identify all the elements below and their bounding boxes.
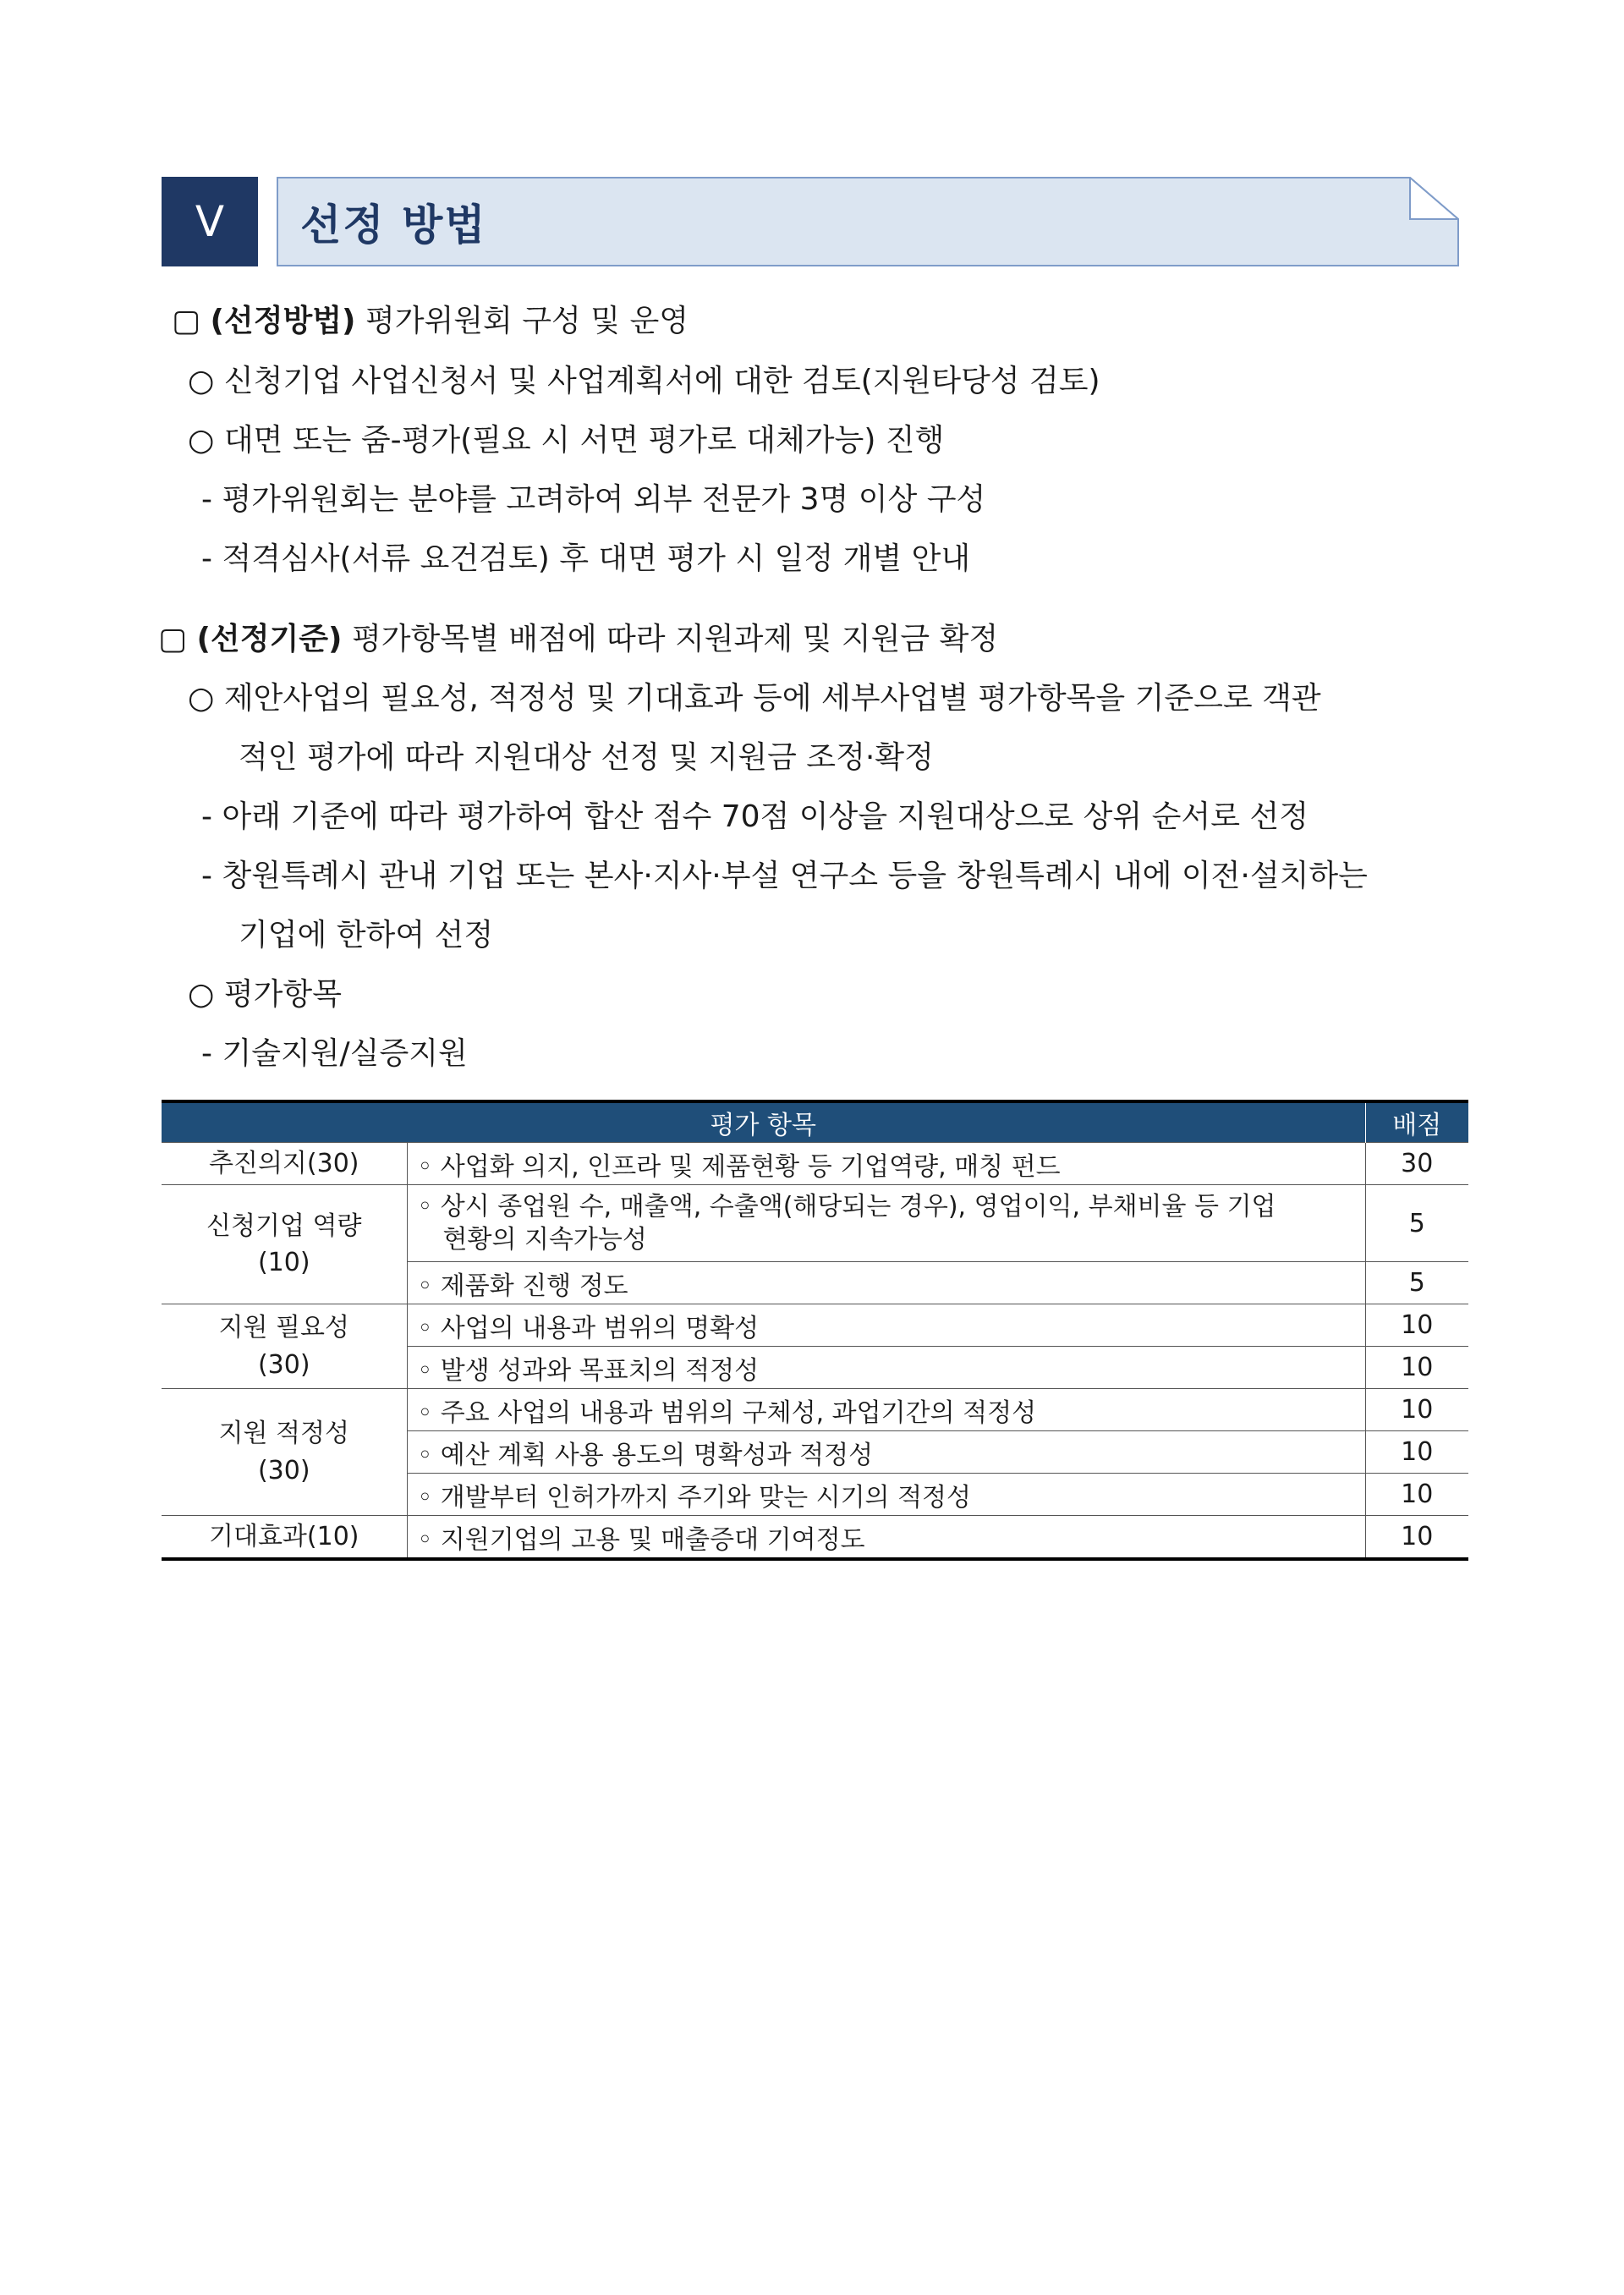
- dash-bullet: -: [201, 482, 212, 517]
- line-text: 평가항목: [223, 977, 342, 1012]
- section-number: Ⅴ: [162, 177, 258, 266]
- list-item: [201, 858, 1368, 894]
- line-text: 아래 기준에 따라 평가하여 합산 점수 70점 이상을 지원대상으로 상위 순서로 선정: [222, 799, 1309, 834]
- table-row: [162, 1185, 1468, 1262]
- score-cell: 10: [1365, 1474, 1468, 1516]
- header-item: 평가 항목: [162, 1101, 1365, 1143]
- list-item: [201, 799, 1309, 835]
- criteria-standard-line: [158, 621, 998, 657]
- item-text-line-continued: 현황의 지속가능성: [442, 1225, 647, 1255]
- item-cell: ◦ 예산 계획 사용 용도의 명확성과 적정성: [407, 1431, 1365, 1474]
- line-text: 적인 평가에 따라 지원대상 선정 및 지원금 조정·확정: [239, 740, 934, 775]
- category-cell: 기대효과(10): [162, 1516, 407, 1560]
- item-cell: ◦ 제품화 진행 정도: [407, 1262, 1365, 1304]
- category-cell: 지원 필요성 (30): [162, 1304, 407, 1389]
- item-text-line: ◦ 상시 종업원 수, 매출액, 수출액(해당되는 경우), 영업이익, 부채비율 등 기업: [417, 1192, 1276, 1222]
- line-text: 신청기업 사업신청서 및 사업계획서에 대한 검토(지원타당성 검토): [223, 364, 1100, 398]
- list-item: [201, 1035, 468, 1072]
- circle-bullet-icon: ○: [188, 364, 215, 398]
- score-cell: 5: [1365, 1262, 1468, 1304]
- evaluation-table: [162, 1100, 1468, 1561]
- list-item: [201, 541, 970, 577]
- list-item: [188, 422, 944, 458]
- item-cell: ◦ 발생 성과와 목표치의 적정성: [407, 1347, 1365, 1389]
- score-cell: 30: [1365, 1143, 1468, 1185]
- category-cell: 신청기업 역량 (10): [162, 1185, 407, 1304]
- dash-bullet: -: [201, 799, 212, 834]
- category-cell: 추진의지(30): [162, 1143, 407, 1185]
- item-cell: ◦ 주요 사업의 내용과 범위의 구체성, 과업기간의 적정성: [407, 1389, 1365, 1431]
- item-cell: ◦ 사업의 내용과 범위의 명확성: [407, 1304, 1365, 1347]
- line-heading: (선정기준): [196, 622, 343, 656]
- score-cell: 5: [1365, 1185, 1468, 1262]
- item-cell: ◦ 지원기업의 고용 및 매출증대 기여정도: [407, 1516, 1365, 1560]
- line-text: 기술지원/실증지원: [222, 1036, 468, 1071]
- line-heading: (선정방법): [210, 304, 356, 338]
- section-title: 선정 방법: [300, 200, 487, 250]
- line-text: 대면 또는 줌-평가(필요 시 서면 평가로 대체가능) 진행: [223, 423, 945, 458]
- list-item-continued: [239, 917, 493, 953]
- section-title-box: [277, 177, 1459, 266]
- item-cell: ◦ 사업화 의지, 인프라 및 제품현황 등 기업역량, 매칭 펀드: [407, 1143, 1365, 1185]
- list-item: [188, 680, 1321, 717]
- score-cell: 10: [1365, 1516, 1468, 1560]
- score-cell: 10: [1365, 1389, 1468, 1431]
- circle-bullet-icon: ○: [188, 681, 215, 716]
- table-row: [162, 1143, 1468, 1185]
- circle-bullet-icon: ○: [188, 423, 215, 458]
- line-text: 평가항목별 배점에 따라 지원과제 및 지원금 확정: [351, 622, 999, 656]
- category-cell: 지원 적정성 (30): [162, 1389, 407, 1516]
- table-row: [162, 1304, 1468, 1347]
- header-score: 배점: [1365, 1101, 1468, 1143]
- item-cell: ◦ 개발부터 인허가까지 주기와 맞는 시기의 적정성: [407, 1474, 1365, 1516]
- line-text: 제안사업의 필요성, 적정성 및 기대효과 등에 세부사업별 평가항목을 기준으로 객관: [223, 681, 1321, 716]
- line-text: 평가위원회는 분야를 고려하여 외부 전문가 3명 이상 구성: [222, 482, 986, 517]
- dash-bullet: -: [201, 859, 212, 893]
- criteria-method-line: [172, 303, 689, 339]
- dash-bullet: -: [201, 1036, 212, 1071]
- table-row: [162, 1516, 1468, 1560]
- dash-bullet: -: [201, 541, 212, 576]
- section-header: [162, 177, 1459, 266]
- list-item-continued: [239, 739, 934, 776]
- score-cell: 10: [1365, 1304, 1468, 1347]
- score-cell: 10: [1365, 1431, 1468, 1474]
- table-header-row: [162, 1101, 1468, 1143]
- score-cell: 10: [1365, 1347, 1468, 1389]
- checkbox-icon: ▢: [158, 622, 188, 656]
- table-row: [162, 1389, 1468, 1431]
- list-item: [201, 481, 985, 518]
- item-cell: [407, 1185, 1365, 1262]
- line-text: 평가위원회 구성 및 운영: [365, 304, 689, 338]
- list-item: [188, 363, 1100, 399]
- line-text: 적격심사(서류 요건검토) 후 대면 평가 시 일정 개별 안내: [222, 541, 971, 576]
- line-text: 기업에 한하여 선정: [239, 918, 494, 953]
- circle-bullet-icon: ○: [188, 977, 215, 1012]
- checkbox-icon: ▢: [172, 304, 201, 338]
- list-item: [188, 976, 342, 1013]
- line-text: 창원특례시 관내 기업 또는 본사·지사·부설 연구소 등을 창원특례시 내에 이전·설치하는: [222, 859, 1368, 893]
